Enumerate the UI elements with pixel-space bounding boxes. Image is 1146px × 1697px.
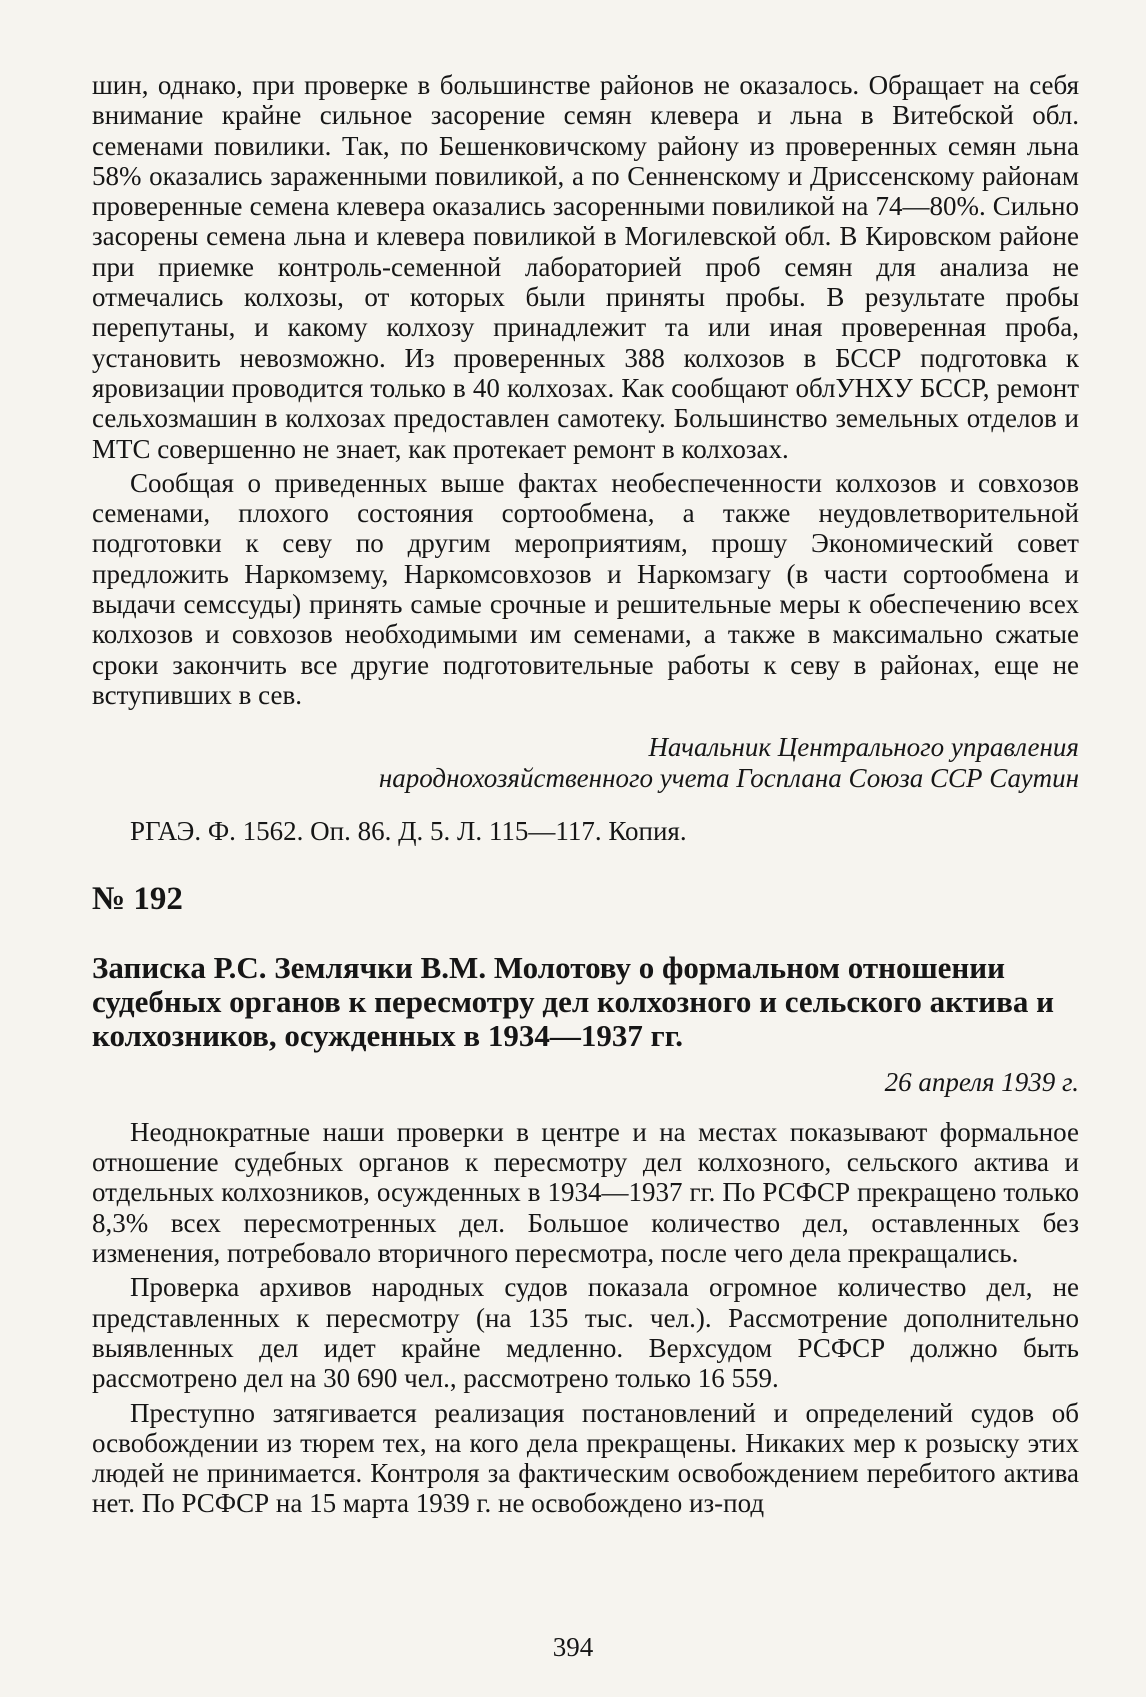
archive-source-reference: РГАЭ. Ф. 1562. Оп. 86. Д. 5. Л. 115—117. Копия. xyxy=(130,816,687,847)
signature-name-line: народнохозяйственного учета Госплана Союза ССР Саутин xyxy=(378,763,1079,794)
text-column xyxy=(92,70,1079,1519)
continued-paragraph: шин, однако, при проверке в большинстве районов не оказалось. Обращает на себя внимание крайне сильное засорение семян клевера и льна в Витебской обл. семенами повилики. Так, по Бешенковичскому району из проверенных семян льна 58% оказались зараженными повиликой, а по Сенненскому и Дриссенскому районам проверенные семена клевера оказались засоренными повиликой на 74—80%. Сильно засорены семена льна и клевера повиликой в Могилевской обл. В Кировском районе при приемке контроль-семенной лабораторией проб семян для анализа не отмечались колхозы, от которых были приняты пробы. В результате пробы перепутаны, и какому колхозу принадлежит та или иная проверенная проба, установить невозможно. Из проверенных 388 колхозов в БССР подготовка к яровизации проводится только в 40 колхозах. Как сообщают облУНХУ БССР, ремонт сельхозмашин в колхозах предоставлен самотеку. Большинство земельных отделов и МТС совершенно не знает, как протекает ремонт в колхозах. xyxy=(92,70,1079,464)
request-paragraph: Сообщая о приведенных выше фактах необеспеченности колхозов и совхозов семенами, плохого состояния сортообмена, а также неудовлетворительной подготовки к севу по другим мероприятиям, прошу Экономический совет предложить Наркомзему, Наркомсовхозов и Наркомзагу (в части сортообмена и выдачи семссуды) принять самые срочные и решительные меры к обеспечению всех колхозов и совхозов необходимыми им семенами, а также в максимально сжатые сроки закончить все другие подготовительные работы к севу в районах, еще не вступивших в сев. xyxy=(92,467,1079,710)
page-number: 394 xyxy=(552,1632,594,1662)
body-paragraph: Преступно затягивается реализация постановлений и определений судов об освобождении из тюрем тех, на кого дела прекращены. Никаких мер к розыску этих людей не принимается. Контроля за фактическим освобождением перебитого актива нет. По РСФСР на 15 марта 1939 г. не освобождено из-под xyxy=(92,1397,1079,1519)
signature-title-line: Начальник Центрального управления xyxy=(648,732,1079,763)
signature-block xyxy=(92,732,1079,794)
document-title: Записка Р.С. Землячки В.М. Молотову о формальном отношении судебных органов к пересмотру дел колхозного и сельского актива и колхозников, осужденных в 1934—1937 гг. xyxy=(92,949,1054,1053)
document-number: № 192 xyxy=(92,880,183,917)
document-date: 26 апреля 1939 г. xyxy=(884,1066,1079,1097)
body-paragraph: Неоднократные наши проверки в центре и на местах показывают формальное отношение судебных органов к пересмотру дел колхозного, сельского актива и отдельных колхозников, осужденных в 1934—1937 гг. По РСФСР прекращено только 8,3% всех пересмотренных дел. Большое количество дел, оставленных без изменения, потребовало вторичного пересмотра, после чего дела прекращались. xyxy=(92,1116,1079,1269)
body-paragraph: Проверка архивов народных судов показала огромное количество дел, не представленных к пересмотру (на 135 тыс. чел.). Рассмотрение дополнительно выявленных дел идет крайне медленно. Верхсудом РСФСР должно быть рассмотрено дел на 30 690 чел., рассмотрено только 16 559. xyxy=(92,1272,1079,1394)
